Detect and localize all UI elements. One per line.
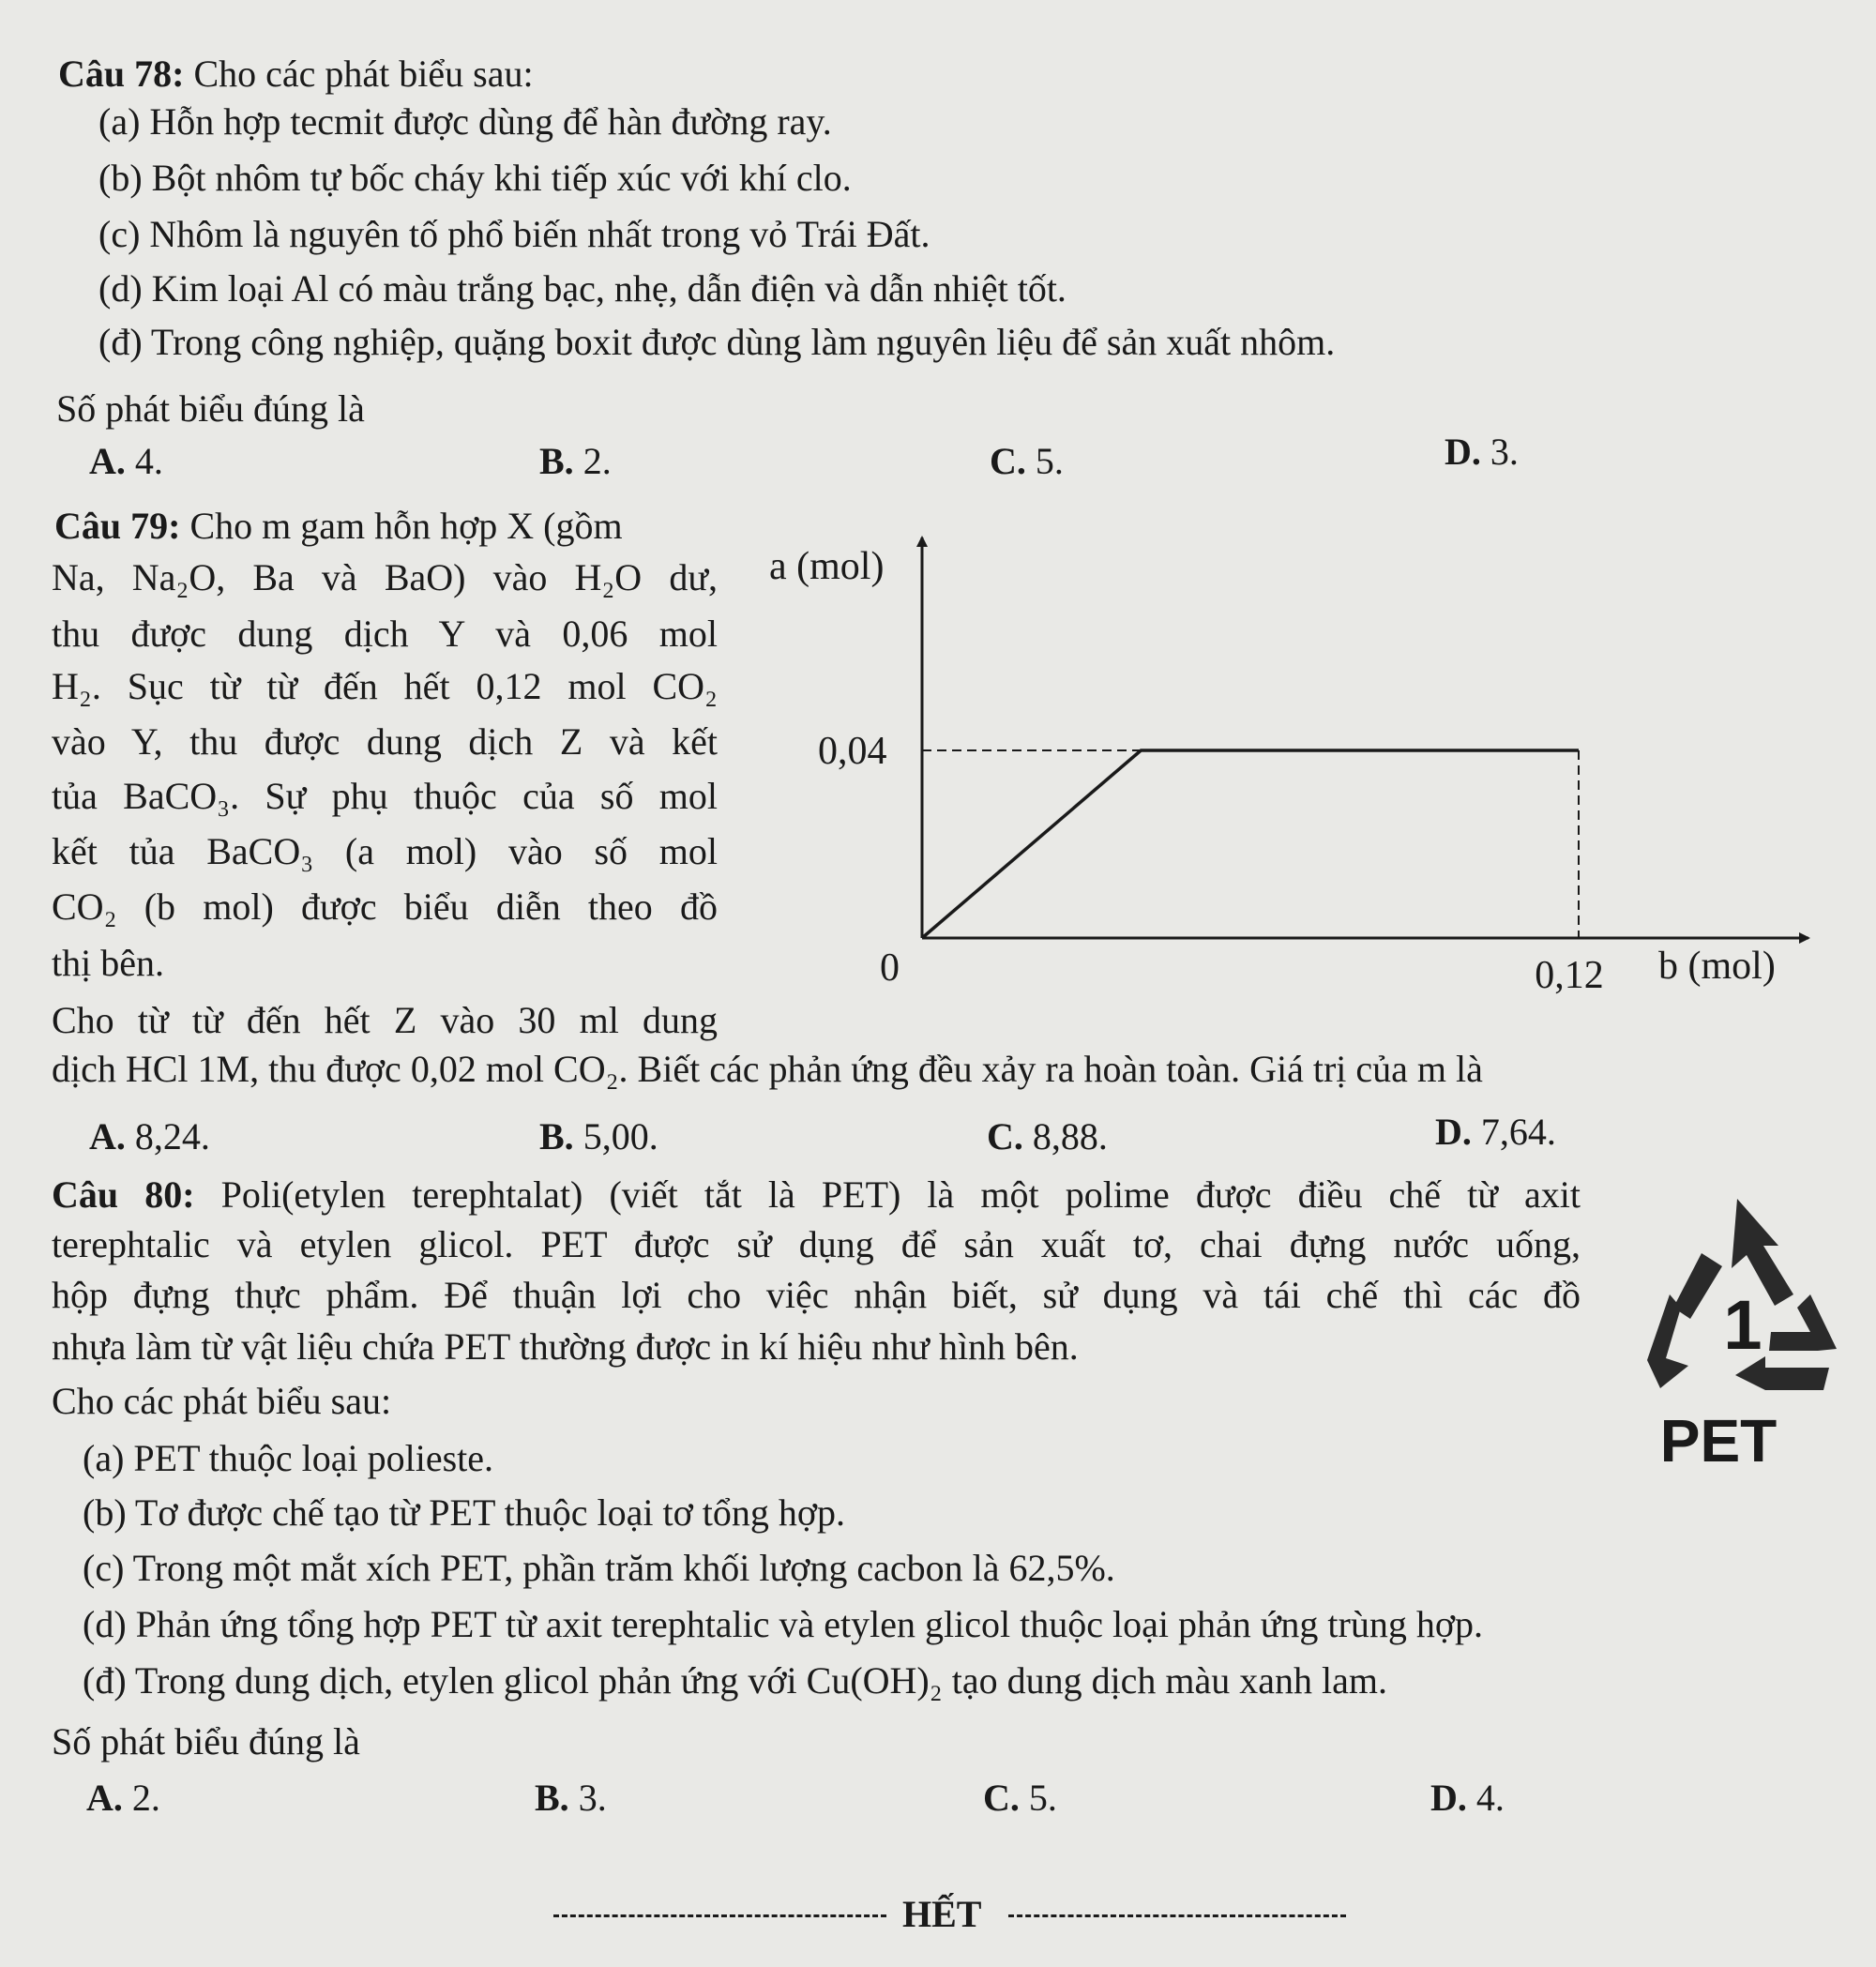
q78-statement-dd: (đ) Trong công nghiệp, quặng boxit được dùng làm nguyên liệu để sản xuất nhôm. bbox=[98, 321, 1336, 363]
q78-stem: Cho các phát biểu sau: bbox=[193, 53, 534, 95]
origin-label: 0 bbox=[880, 946, 900, 990]
q79-chart bbox=[750, 530, 1857, 1018]
q79-line-8: CO₂ (b mol) được biểu diễn theo đồ bbox=[52, 885, 718, 928]
q79-option-d[interactable]: D. 7,64. bbox=[1435, 1111, 1556, 1153]
q79-option-b[interactable]: B. 5,00. bbox=[539, 1115, 658, 1158]
q78-option-a[interactable]: A. 4. bbox=[89, 440, 163, 482]
q79-line-2: Na, Na₂O, Ba và BaO) vào H₂O dư, bbox=[52, 556, 718, 598]
x-axis-label: b (mol) bbox=[1658, 945, 1776, 988]
end-text: HẾT bbox=[902, 1893, 982, 1935]
q78-statement-d: (d) Kim loại Al có màu trắng bạc, nhẹ, dẫn điện và dẫn nhiệt tốt. bbox=[98, 267, 1067, 310]
q78-option-d[interactable]: D. 3. bbox=[1445, 431, 1519, 473]
q80-statement-a: (a) PET thuộc loại polieste. bbox=[83, 1437, 494, 1479]
q79-line-7: kết tủa BaCO₃ (a mol) vào số mol bbox=[52, 830, 718, 872]
q80-option-b[interactable]: B. 3. bbox=[535, 1777, 607, 1819]
q79-option-a[interactable]: A. 8,24. bbox=[89, 1115, 210, 1158]
q80-line-1: Câu 80: Poli(etylen terephtalat) (viết tắt là PET) là một polime được điều chế từ axit bbox=[52, 1173, 1581, 1216]
q78-statement-b: (b) Bột nhôm tự bốc cháy khi tiếp xúc với khí clo. bbox=[98, 157, 852, 199]
recycle-label: PET bbox=[1659, 1407, 1778, 1475]
q78-option-b[interactable]: B. 2. bbox=[539, 440, 612, 482]
q79-line-10: Cho từ từ đến hết Z vào 30 ml dung bbox=[52, 999, 718, 1041]
q78-header bbox=[58, 52, 534, 97]
q80-line-4: nhựa làm từ vật liệu chứa PET thường được in kí hiệu như hình bên. bbox=[52, 1325, 1079, 1368]
q80-line-3: hộp đựng thực phẩm. Để thuận lợi cho việc nhận biết, sử dụng và tái chế thì các đồ bbox=[52, 1274, 1581, 1316]
footer-dash-left bbox=[553, 1914, 886, 1917]
q80-statement-d: (d) Phản ứng tổng hợp PET từ axit terephtalic và etylen glicol thuộc loại phản ứng trùng hợp. bbox=[83, 1603, 1483, 1645]
q80-prompt: Số phát biểu đúng là bbox=[52, 1720, 360, 1763]
q80-option-d[interactable]: D. 4. bbox=[1430, 1777, 1505, 1819]
q80-statement-dd: (đ) Trong dung dịch, etylen glicol phản ứng với Cu(OH)₂ tạo dung dịch màu xanh lam. bbox=[83, 1659, 1388, 1702]
q79-option-c[interactable]: C. 8,88. bbox=[987, 1115, 1108, 1158]
y-tick-label: 0,04 bbox=[818, 730, 887, 773]
q80-option-c[interactable]: C. 5. bbox=[983, 1777, 1057, 1819]
q79-line-5: vào Y, thu được dung dịch Z và kết bbox=[52, 720, 718, 763]
q79-line-9: thị bên. bbox=[52, 942, 164, 984]
pet-recycle-symbol bbox=[1623, 1191, 1848, 1491]
q79-line-4: H₂. Sục từ từ đến hết 0,12 mol CO₂ bbox=[52, 665, 718, 707]
q79-line-1: Câu 79: Cho m gam hỗn hợp X (gồm bbox=[54, 505, 623, 547]
q79-line-6: tủa BaCO₃. Sự phụ thuộc của số mol bbox=[52, 775, 718, 817]
q79-line-11: dịch HCl 1M, thu được 0,02 mol CO₂. Biết các phản ứng đều xảy ra hoàn toàn. Giá trị của m là bbox=[52, 1048, 1483, 1090]
q80-statement-c: (c) Trong một mắt xích PET, phần trăm khối lượng cacbon là 62,5%. bbox=[83, 1547, 1115, 1589]
q78-statement-a: (a) Hỗn hợp tecmit được dùng để hàn đường ray. bbox=[98, 100, 832, 143]
q78-prompt: Số phát biểu đúng là bbox=[56, 387, 365, 430]
q80-statement-b: (b) Tơ được chế tạo từ PET thuộc loại tơ tổng hợp. bbox=[83, 1491, 846, 1534]
x-tick-label: 0,12 bbox=[1535, 954, 1604, 997]
footer-dash-right bbox=[1008, 1914, 1346, 1917]
q79-line-3: thu được dung dịch Y và 0,06 mol bbox=[52, 613, 718, 655]
y-axis-label: a (mol) bbox=[769, 545, 885, 588]
q80-stem: Cho các phát biểu sau: bbox=[52, 1380, 392, 1422]
q79-title: Câu 79: bbox=[54, 505, 181, 547]
q78-title: Câu 78: bbox=[58, 53, 185, 95]
series-line-baco3 bbox=[922, 750, 1579, 938]
q80-title: Câu 80: bbox=[52, 1173, 195, 1216]
q78-option-c[interactable]: C. 5. bbox=[990, 440, 1064, 482]
q78-statement-c: (c) Nhôm là nguyên tố phổ biến nhất trong vỏ Trái Đất. bbox=[98, 213, 930, 255]
q80-option-a[interactable]: A. 2. bbox=[86, 1777, 160, 1819]
q80-line-2: terephtalic và etylen glicol. PET được sử dụng để sản xuất tơ, chai đựng nước uống, bbox=[52, 1223, 1581, 1265]
recycle-number: 1 bbox=[1723, 1286, 1763, 1364]
